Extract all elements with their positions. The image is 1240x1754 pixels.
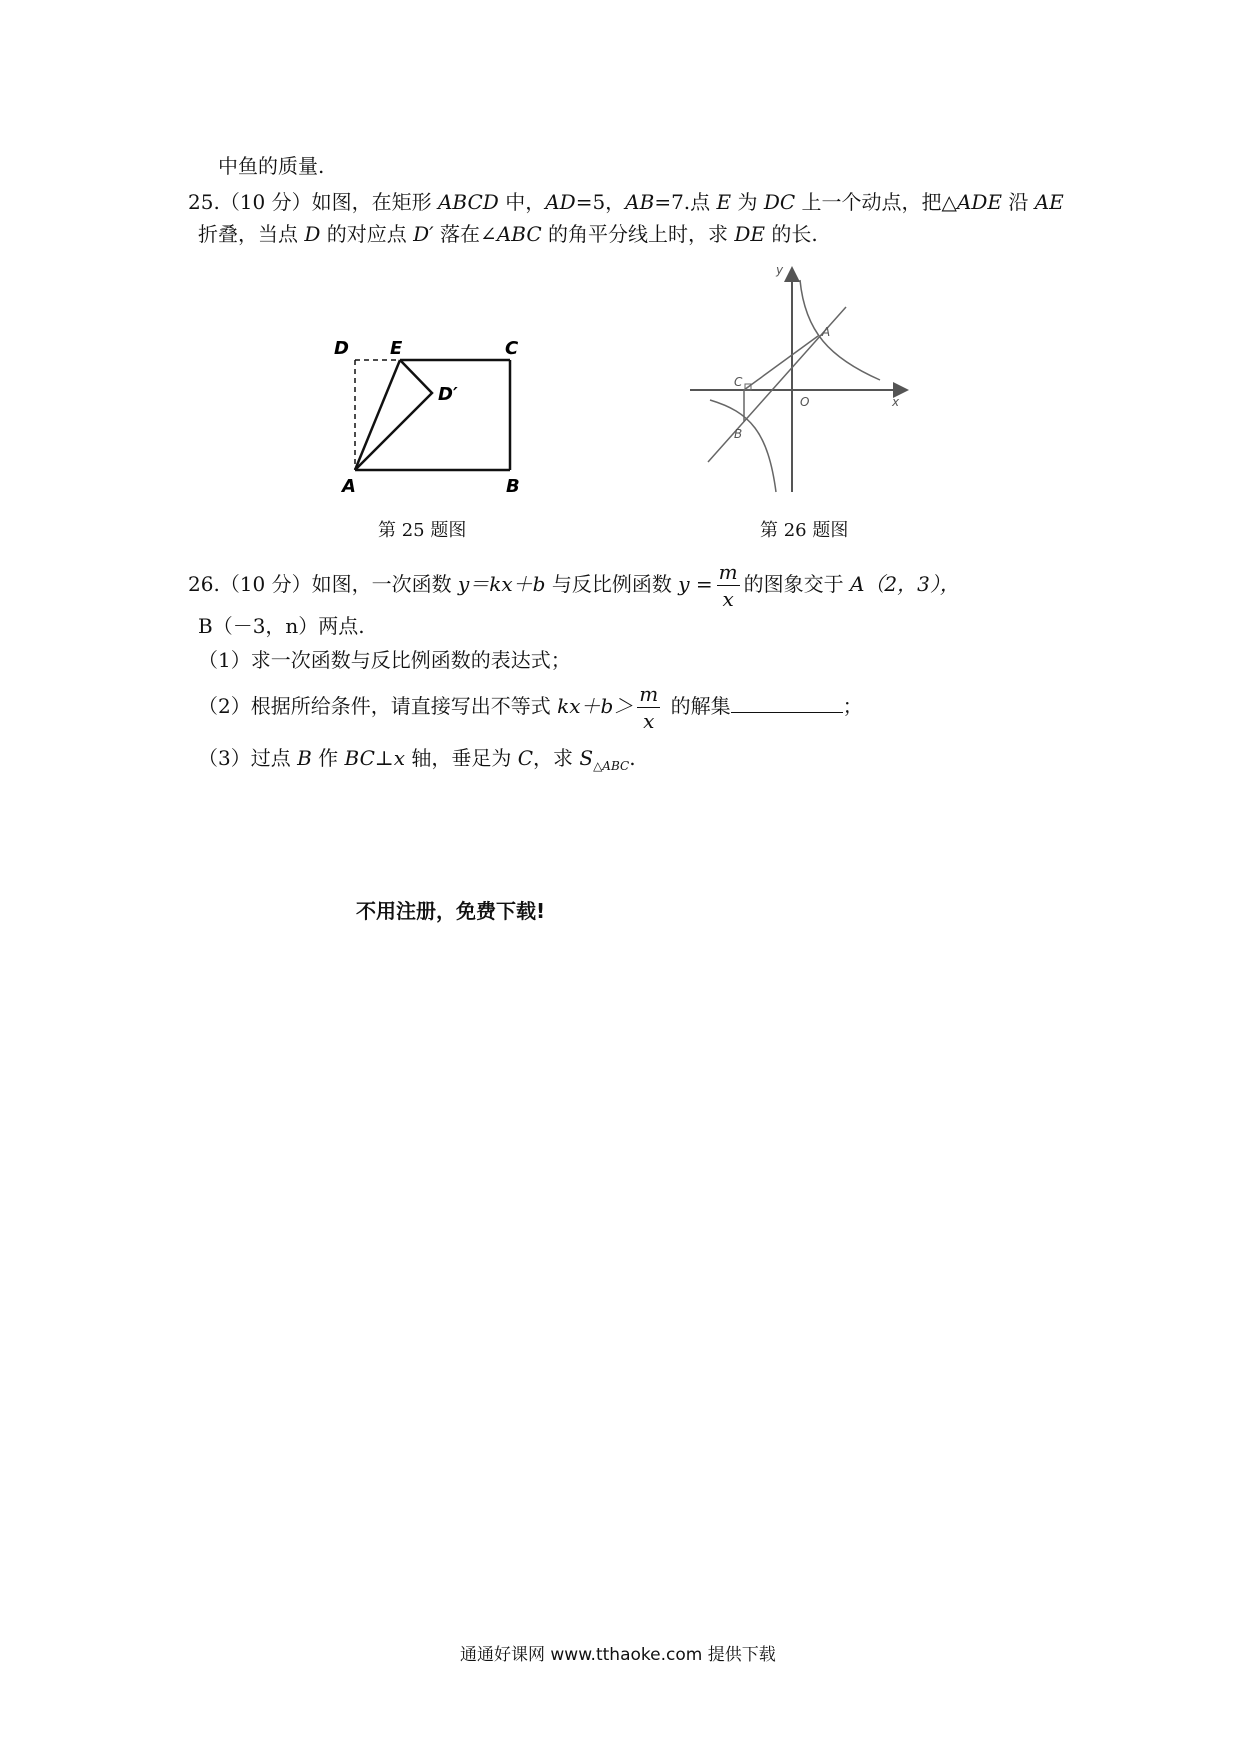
text: 折叠，当点 (198, 222, 305, 246)
text: 的图象交于 (743, 572, 850, 596)
text: =5， (575, 190, 626, 214)
text: 中， (498, 190, 546, 214)
question-26-part-3 (198, 744, 636, 780)
label-B: B (506, 476, 520, 497)
hyperbola-branch-2 (710, 400, 776, 492)
text: ，求 (533, 746, 580, 770)
question-25-line-2 (198, 220, 818, 248)
label-E: E (390, 338, 403, 359)
previous-question-tail: 中鱼的质量. (218, 154, 325, 178)
text: =7.点 (654, 190, 717, 214)
math-var: E (716, 190, 732, 214)
fraction-numerator: m (639, 682, 659, 706)
math-var: AB (625, 190, 655, 214)
text: 如图，一次函数 (311, 572, 458, 596)
math-var: D′ (413, 222, 434, 246)
fold-line-AE (355, 360, 400, 470)
text: （3）过点 (198, 746, 298, 770)
label-A: A (342, 476, 356, 497)
figure-25-caption: 第 25 题图 (378, 520, 467, 541)
text: （2）根据所给条件，请直接写出不等式 (198, 694, 558, 718)
math-symbol: ⊥ (374, 746, 394, 770)
question-26-line-2: B（－3，n）两点. (198, 614, 365, 638)
text: 沿 (1002, 190, 1035, 214)
question-26-part-2 (198, 678, 863, 734)
promo-text: 不用注册，免费下载! (356, 899, 546, 923)
math-var: AE (1034, 190, 1064, 214)
math-expression: y = (678, 572, 713, 596)
fraction-numerator: m (718, 560, 738, 584)
math-var: ABCD (437, 190, 499, 214)
footer-text: 通通好课网 www.tthaoke.com 提供下载 (460, 1645, 776, 1665)
question-score: （10 分） (219, 572, 312, 596)
math-subscript: △ABC (593, 759, 630, 773)
math-var: C (517, 746, 534, 770)
math-var: AD (545, 190, 576, 214)
label-y: y (776, 263, 784, 277)
question-number: 25. (188, 190, 220, 214)
fraction-denominator: x (643, 709, 655, 733)
math-var: S (579, 746, 594, 770)
label-A: A (822, 325, 831, 339)
label-D: D (334, 338, 349, 359)
math-point: A（2，3）， (849, 572, 960, 596)
math-expression: y＝kx＋b (457, 572, 546, 596)
math-expression: kx＋b＞ (557, 694, 634, 718)
math-var: x (393, 746, 405, 770)
text: 的长. (765, 222, 818, 246)
hyperbola-branch-1 (800, 280, 880, 380)
label-D-prime: D′ (438, 384, 458, 405)
label-B: B (734, 427, 743, 441)
question-26-part-1: （1）求一次函数与反比例函数的表达式； (198, 648, 571, 672)
text: 作 (311, 746, 345, 770)
math-var: ABC (496, 222, 542, 246)
text: ； (842, 694, 863, 718)
label-C: C (505, 338, 519, 359)
fraction-m-over-x (717, 559, 740, 612)
text: 为 (731, 190, 764, 214)
text: . (629, 746, 636, 770)
text: 轴，垂足为 (404, 746, 518, 770)
label-C: C (734, 375, 743, 389)
question-26-line-1 (188, 556, 960, 612)
math-var: BC (344, 746, 375, 770)
figure-25-rectangle (320, 330, 560, 500)
math-var: DE (734, 222, 766, 246)
answer-blank[interactable] (731, 692, 843, 713)
fraction-denominator: x (722, 587, 734, 611)
figure-26-caption: 第 26 题图 (760, 520, 849, 541)
text: 的对应点 (320, 222, 414, 246)
text: 落在∠ (433, 222, 497, 246)
label-origin: O (800, 395, 810, 409)
question-score: （10 分） (219, 190, 312, 214)
question-25-line-1 (188, 188, 1064, 216)
math-var: ADE (956, 190, 1003, 214)
label-x: x (892, 395, 900, 409)
text: 上一个动点，把△ (795, 190, 957, 214)
text: 如图，在矩形 (311, 190, 438, 214)
math-var: D (304, 222, 321, 246)
segment-CA (744, 336, 818, 390)
text: 的角平分线上时，求 (541, 222, 735, 246)
math-var: DC (763, 190, 796, 214)
text: 与反比例函数 (545, 572, 679, 596)
math-var: B (297, 746, 312, 770)
question-number: 26. (188, 572, 220, 596)
fraction-m-over-x (637, 681, 660, 734)
figure-26-graph (690, 262, 920, 502)
text: 的解集 (664, 694, 731, 718)
